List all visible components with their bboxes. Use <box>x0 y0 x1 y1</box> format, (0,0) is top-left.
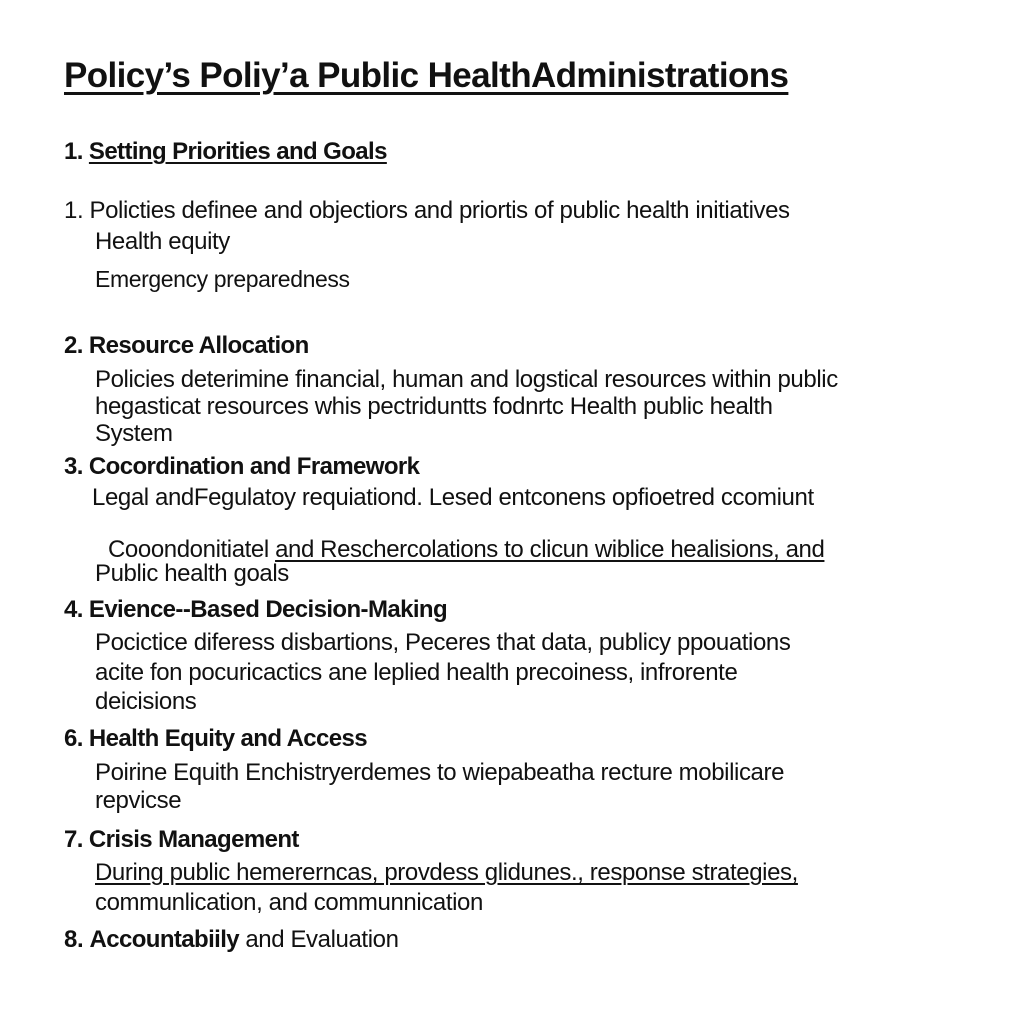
body-line: acite fon pocuricactics ane leplied health precoiness, infrorente <box>95 659 738 686</box>
body-line: Public health goals <box>95 560 289 587</box>
section-heading-4 <box>64 598 447 622</box>
body-line: During public hemererncas, provdess glidunes., response strategies, <box>95 859 798 886</box>
body-line: Policies deterimine financial, human and logstical resources within public <box>95 366 838 393</box>
body-line: Health equity <box>95 228 230 255</box>
body-line: repvicse <box>95 787 182 814</box>
section-title: Cocordination and Framework <box>88 453 420 480</box>
body-line: Legal andFegulatoy requiationd. Lesed entconens opfioetred ccomiunt <box>92 484 814 511</box>
section-title: Evience--Based Decision-Making <box>88 596 448 623</box>
section-title-bold: Accountabiily <box>89 926 240 953</box>
list-item <box>64 199 790 223</box>
body-line: Pocictice diferess disbartions, Peceres that data, publicy ppouations <box>95 629 791 656</box>
body-line <box>108 538 824 562</box>
section-number: 1. <box>64 138 83 165</box>
body-line: Poirine Equith Enchistryerdemes to wiepabeatha recture mobilicare <box>95 759 785 786</box>
section-title: Crisis Management <box>88 826 299 853</box>
section-heading-1 <box>64 140 387 164</box>
section-number: 8. <box>64 926 84 953</box>
body-line: System <box>95 420 173 447</box>
section-heading-2 <box>64 334 309 358</box>
section-title-rest: and Evaluation <box>239 926 399 953</box>
section-heading-3 <box>64 455 419 479</box>
body-line: deicisions <box>95 688 197 715</box>
section-number: 7. <box>64 826 83 853</box>
section-title: Health Equity and Access <box>88 725 368 752</box>
underlined-text: and Reschercolations to clicun wiblice healisions, and <box>275 536 825 563</box>
section-title: Setting Priorities and Goals <box>88 138 387 165</box>
section-heading-6 <box>64 727 367 751</box>
section-number: 6. <box>64 725 83 752</box>
page-title: Policy’s Poliy’a Public HealthAdministrations <box>64 56 789 95</box>
body-line: hegasticat resources whis pectriduntts fodnrtc Health public health <box>95 393 773 420</box>
section-title: Resource Allocation <box>88 332 309 359</box>
body-text: Cooondonitiatel <box>108 536 276 563</box>
body-line: Emergency preparedness <box>95 266 350 292</box>
section-heading-7 <box>64 828 299 852</box>
section-heading-8 <box>64 928 399 952</box>
body-line: communlication, and communnication <box>95 889 483 916</box>
section-number: 2. <box>64 332 83 359</box>
section-number: 4. <box>64 596 83 623</box>
item-text: Policties definee and objectiors and priortis of public health initiatives <box>89 197 790 224</box>
section-number: 3. <box>64 453 83 480</box>
item-number: 1. <box>64 197 84 224</box>
